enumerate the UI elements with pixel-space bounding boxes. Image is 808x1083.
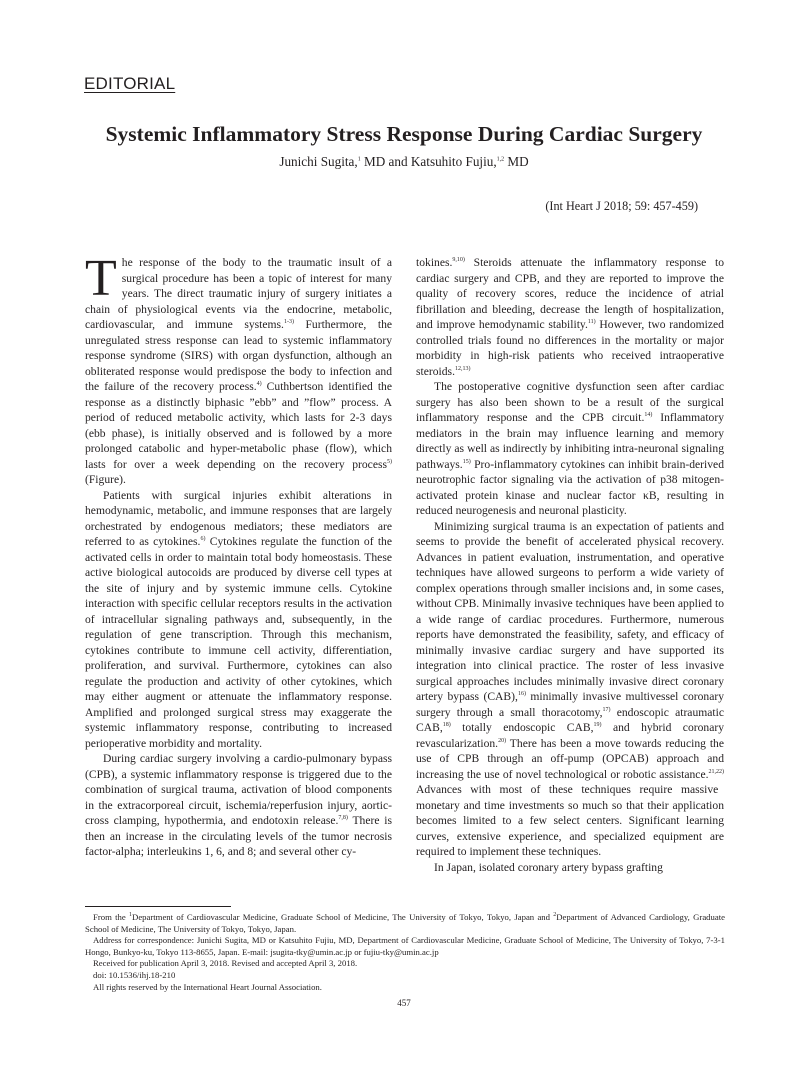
footnotes (85, 912, 725, 993)
body-text: Furthermore, the unregulated stress response can lead to systemic inflammatory response syndrome (SIRS) with organ dysfunction, although an obliterated response would predispose the body to infection and the failure of the recovery process. (85, 318, 393, 393)
reference-marker: 12,13) (454, 365, 471, 372)
body-text: Patients with surgical injuries exhibit alterations in hemodynamic, metabolic, and immune responses that are largely orchestrated by endogenous mediators; these mediators are referred to as cytokines. (85, 488, 392, 548)
reference-marker: 21,22) (708, 768, 724, 775)
received-note: Received for publication April 3, 2018. Revised and accepted April 3, 2018. (93, 958, 358, 969)
body-text-continued-left: There is then an increase in the circulating levels of the tumor necrosis factor-alpha; interleukins 1, 6, and 8; and several other cy- (85, 814, 392, 858)
doi-note: doi: 10.1536/ihj.18-210 (93, 969, 176, 980)
section-label: EDITORIAL (84, 74, 176, 93)
body-text-continued-right: tokines. (416, 256, 453, 269)
paragraph (85, 751, 392, 860)
body-text: Cuthbertson identified the response as a distinctly biphasic ”ebb” and ”flow” process. A period of reduced metabolic activity, which lasts for 2-3 days (ebb phase), is initially observed and is followed by a more prolonged catabolic and hyper-metabolic phase (flow), which lasts for over a week depending on the recovery process (85, 380, 392, 471)
drop-cap: T (85, 250, 117, 307)
body-text: Cytokines regulate the function of the activated cells in order to maintain total body homeostasis. These active biological autocoids are produced by diverse cell types at the site of injury and by systemic immune cells. Cytokine interaction with specific cellular receptors results in the activation of intracellular signaling pathways and, subsequently, in the regulation of gene transcription. Through this mechanism, cytokines contribute to immune cell activity, differentiation, proliferation, and survival. Furthermore, cytokines can also regulate the production and activity of other cytokines, which may either augment or attenuate the inflammatory response. Amplified and prolonged surgical stress may exaggerate the systemic inflammatory response, contributing to increased perioperative morbidity and mortality. (85, 535, 392, 750)
affiliation-marker: 2 (553, 912, 557, 919)
journal-citation: (Int Heart J 2018; 59: 457-459) (545, 199, 698, 213)
footnote-divider (85, 906, 231, 907)
body-text: endoscopic atraumatic CAB, (416, 705, 725, 734)
body-text: minimally invasive multivessel coronary surgery through a small thoracotomy, (416, 690, 724, 719)
rights-note: All rights reserved by the International Heart Journal Association. (93, 981, 322, 992)
reference-marker: 4) (256, 381, 262, 388)
body-text: Steroids attenuate the inflammatory response to cardiac surgery and CPB, and they are reported to improve the quality of recovery scores, reduce the incidence of atrial fibrillation and bleeding, decrease the length of hospitalization, and improve hemodynamic stability. (416, 256, 724, 331)
author-1-affiliation: 1 (357, 156, 361, 163)
body-text: There has been a move towards reducing the use of CPB through an off-pump (OPCAB) approach and increasing the use of novel technological or robotic assistance. (416, 736, 724, 781)
body-text: and hybrid coronary revascularization. (416, 721, 724, 750)
paragraph (416, 255, 724, 379)
paragraph (416, 379, 724, 519)
body-text: During cardiac surgery involving a cardio-pulmonary bypass (CPB), a systemic inflammatory response is triggered due to the combination of surgical trauma, activation of blood components in the extracorporeal circuit, ischemia/reperfusion injury, aortic-cross clamping, hypothermia, and endotoxin release. (85, 752, 392, 827)
body-text: In Japan, isolated coronary artery bypass grafting (434, 860, 663, 874)
author-2-affiliation: 1,2 (496, 156, 505, 163)
reference-marker: 5) (387, 458, 392, 465)
body-text: Advances with most of these techniques require massive monetary and time investments so much so that their application becomes limited to a few select centers. Significant learning curves, extensive experience, and specialized equipment are required to implement these techniques. (416, 783, 724, 858)
body-text: Minimizing surgical trauma is an expectation of patients and seems to provide the benefit of accelerated physical recovery. Advances in patient evaluation, instrumentation, and operative techniques have allowed surgeons to perform a wide variety of complex operations through smaller incisions and, in some cases, without CPB. Minimally invasive techniques have been applied to a wide range of cardiac procedures. Furthermore, numerous reports have demonstrated the feasibility, safety, and efficacy of minimally invasive cardiac surgery and have supported its integration into clinical practice. The roster of less invasive surgical approaches includes minimally invasive direct coronary artery bypass (CAB), (416, 519, 724, 703)
reference-marker: 1-3) (283, 319, 294, 326)
article-title: Systemic Inflammatory Stress Response During Cardiac Surgery (105, 122, 703, 146)
body-text: Pro-inflammatory cytokines can inhibit brain-derived neurotrophic factor signaling via the activation of p38 mitogen-activated protein kinase and nuclear factor κB, resulting in reduced neurogenesis and neuronal plasticity. (416, 457, 724, 517)
reference-marker: 20) (498, 737, 507, 744)
paragraph (85, 488, 392, 752)
author-2-degree: MD (507, 154, 529, 169)
body-text: The postoperative cognitive dysfunction seen after cardiac surgery has also been shown to be a result of the surgical inflammatory response and the CPB circuit. (416, 380, 724, 424)
correspondence-note: Address for correspondence: Junichi Sugita, MD or Katsuhito Fujiu, MD, Department of Cardiovascular Medicine, Graduate School of Medicine, The University of Tokyo, 7-3-1 Hongo, Bunkyo-ku, Tokyo 113-8655, Japan. E-mail: jsugita-tky@umin.ac.jp or fujiu-tky@umin.ac.jp (85, 935, 725, 957)
reference-marker: 15) (462, 458, 471, 465)
paragraph (416, 519, 724, 860)
author-1-name: Junichi Sugita, (279, 154, 358, 169)
reference-marker: 7,8) (338, 815, 348, 822)
affiliation-marker: 1 (129, 912, 133, 919)
footnote-text: From the (93, 912, 130, 922)
author-line (0, 154, 808, 170)
body-column-left (85, 250, 393, 860)
body-text: Inflammatory mediators in the brain may influence learning and memory directly as well as indirectly by inhibiting intra-neuronal signaling pathways. (416, 411, 724, 471)
affiliation-note (85, 912, 725, 935)
reference-marker: 9,10) (452, 257, 465, 264)
body-text: However, two randomized controlled trials found no differences in the mortality or major morbidity in high-risk patients who received intraoperative steroids. (416, 318, 724, 378)
footnote-text: Department of Advanced Cardiology, Graduate School of Medicine, The University of Tokyo, Tokyo, Japan. (85, 912, 725, 934)
reference-marker: 16) (517, 691, 526, 698)
reference-marker: 11) (587, 319, 596, 326)
body-text: totally endoscopic CAB, (450, 721, 594, 734)
paragraph (416, 860, 724, 876)
body-text: (Figure). (85, 473, 126, 486)
body-column-right (416, 255, 724, 875)
reference-marker: 6) (200, 536, 206, 543)
reference-marker: 18) (442, 722, 451, 729)
body-text: he response of the body to the traumatic insult of a surgical procedure has been a topic of interest for many years. The direct traumatic injury of surgery initiates a chain of physiological events via the endocrine, metabolic, cardiovascular, and immune systems. (85, 256, 392, 331)
reference-marker: 17) (602, 706, 611, 713)
footnote-text: Department of Cardiovascular Medicine, Graduate School of Medicine, The University of Tokyo, Tokyo, Japan and (132, 912, 554, 922)
reference-marker: 19) (593, 722, 602, 729)
paragraph (85, 250, 393, 488)
page-number: 457 (397, 998, 411, 1008)
reference-marker: 14) (644, 412, 653, 419)
author-2-name: MD and Katsuhito Fujiu, (364, 154, 497, 169)
